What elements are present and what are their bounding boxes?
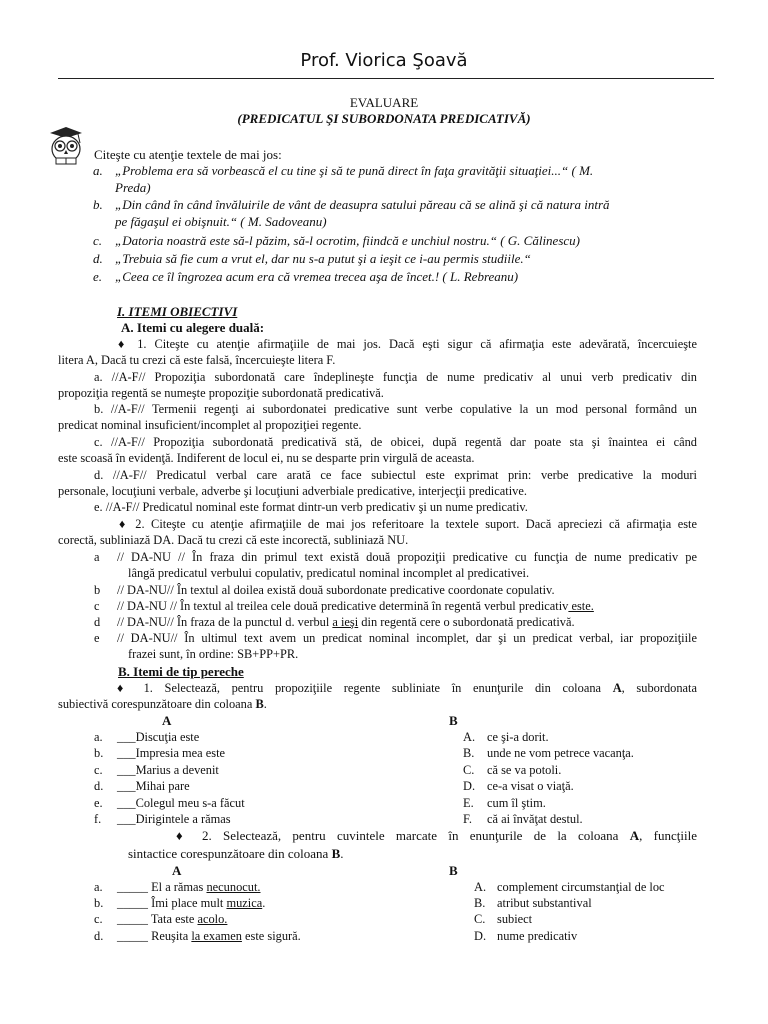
pairs2-instruction-line2: sintactice corespunzătoare din coloana B.: [128, 846, 344, 861]
pairs1-row-c-text[interactable]: ___Marius a devenit: [117, 763, 219, 777]
document-subtitle: (PREDICATUL ŞI SUBORDONATA PREDICATIVĂ): [237, 111, 531, 126]
underlined-verb: a ieşi: [332, 615, 359, 629]
dn-item-d-line1: // DA-NU// În fraza de la punctul d. verbul a ieşi din regentă cere o subordonată predicativă.: [117, 615, 575, 629]
pairs1-row-f-label: f.: [94, 812, 102, 826]
af-item-c-line2: este scoasă în evidenţă. Indiferent de locul ei, nu se desparte prin virgulă de aceasta.: [58, 451, 475, 465]
dn-item-d-label: d: [94, 615, 101, 629]
pairs1-option-b-text: unde ne vom petrece vacanţa.: [487, 746, 634, 760]
text-a-label: a.: [93, 163, 103, 178]
pairs1-row-e-text[interactable]: ___Colegul meu s-a făcut: [117, 796, 245, 810]
pairs1-instruction-line2: subiectivă corespunzătoare din coloana B.: [58, 697, 267, 711]
dn-item-e-line2: frazei sunt, în ordine: SB+PP+PR.: [128, 647, 299, 661]
author-header: Prof. Viorica Şoavă: [300, 50, 468, 71]
pairs2-option-d-text: nume predicativ: [497, 929, 578, 943]
text-b-line1: „Din când în când învăluirile de vânt de deasupra satului păreau că se alină şi că natura intră: [115, 197, 610, 212]
text-e-label: e.: [93, 269, 103, 284]
text-d-label: d.: [93, 251, 103, 266]
af-item-e-line1: e. //A-F// Predicatul nominal este format dintr-un verb predicativ şi un nume predicativ.: [94, 500, 528, 514]
dn-item-b-line1: // DA-NU// În textul al doilea există două subordonate predicative coordonate copulativ.: [117, 583, 555, 597]
document-title: EVALUARE: [349, 95, 419, 110]
pairs2-instruction-line1: ♦ 2. Selectează, pentru cuvintele marcate în enunţurile de la coloana A, funcţiile: [176, 828, 697, 843]
af-item-b-line1: b. //A-F// Termenii regenţi ai subordonatei predicative sunt verbe copulative la un mod personal formând un: [94, 402, 697, 416]
pairs1-row-f-text[interactable]: ___Dirigintele a rămas: [117, 812, 231, 826]
pairs1-option-d-label: D.: [463, 779, 476, 793]
text-c-line1: „Datoria noastră este să-l păzim, să-l ocrotim, fiindcă e unchiul nostru.“ ( G. Călinescu): [115, 233, 580, 248]
pairs2-option-b-text: atribut substantival: [497, 896, 592, 910]
text-b-label: b.: [93, 197, 103, 212]
header-divider: [58, 78, 714, 79]
pairs1-row-a-text[interactable]: ___Discuţia este: [117, 730, 200, 744]
dn-item-b-label: b: [94, 583, 101, 597]
pairs2-option-a-text: complement circumstanţial de loc: [497, 880, 665, 894]
pairs1-option-c-label: C.: [463, 763, 475, 777]
scholar-owl-icon: [44, 123, 88, 167]
pairs1-row-a-label: a.: [94, 730, 103, 744]
pairs2-row-b-label: b.: [94, 896, 104, 910]
item1-instruction-line2: litera A, Dacă tu crezi că este falsă, încercuieşte litera F.: [58, 353, 336, 367]
section-heading-objective: I. ITEMI OBIECTIVI: [117, 304, 238, 319]
text-e-line1: „Ceea ce îl îngrozea acum era că vremea trecea aşa de încet.! ( L. Rebreanu): [115, 269, 519, 284]
pairs1-row-b-text[interactable]: ___Impresia mea este: [117, 746, 226, 760]
item1-instruction-line1: ♦ 1. Citeşte cu atenţie afirmaţiile de mai jos. Dacă eşti sigur că afirmaţia este adevărată, încercuieşte: [118, 337, 697, 351]
pairs2-row-d-text[interactable]: _____ Reuşita la examen este sigură.: [117, 929, 301, 943]
pairs1-row-c-label: c.: [94, 763, 103, 777]
text-a-line2: Preda): [115, 180, 151, 195]
af-item-d-line1: d. //A-F// Predicatul verbal care arată ce face subiectul este exprimat prin: verbe predicative la moduri: [94, 468, 697, 482]
pairs2-row-b-text[interactable]: _____ Îmi place mult muzica.: [117, 896, 266, 910]
pairs1-option-e-text: cum îl ştim.: [487, 796, 546, 810]
pairs1-instruction-line1: ♦ 1. Selectează, pentru propoziţiile regente subliniate în enunţurile din coloana A, subordonata: [117, 681, 697, 695]
dn-item-c-line1: // DA-NU // În textul al treilea cele două predicative determină în regentă verbul predicativ este.: [117, 599, 594, 613]
subsection-heading-dual: A. Itemi cu alegere duală:: [121, 320, 265, 335]
pairs2-option-c-label: C.: [474, 912, 486, 926]
subsection-heading-pairs: B. Itemi de tip pereche: [118, 664, 244, 679]
pairs2-option-b-label: B.: [474, 896, 486, 910]
pairs2-row-c-label: c.: [94, 912, 103, 926]
pairs1-option-d-text: ce-a visat o viaţă.: [487, 779, 574, 793]
af-item-c-line1: c. //A-F// Propoziţia subordonată predicativă stă, de obicei, după regentă dar poate sta şi înaintea ei când: [94, 435, 697, 449]
pairs2-row-d-label: d.: [94, 929, 104, 943]
pairs2-row-a-text[interactable]: _____ El a rămas necunocut.: [117, 880, 261, 894]
intro-instruction: Citeşte cu atenţie textele de mai jos:: [94, 147, 282, 162]
dn-item-a-line2: lângă predicatul verbului copulativ, predicatul nominal incomplet al predicativei.: [128, 566, 530, 580]
pairs2-column-a-header: A: [172, 863, 182, 878]
af-item-a-line1: a. //A-F// Propoziţia subordonată care îndeplineşte funcţia de nume predicativ al unui verb predicativ din: [94, 370, 697, 384]
pairs2-column-b-header: B: [449, 863, 458, 878]
pairs1-option-c-text: că se va potoli.: [487, 763, 562, 777]
dn-item-a-line1: // DA-NU // În fraza din primul text există două propoziţii predicative cu funcţia de nume predicativ pe: [117, 550, 697, 564]
text-c-label: c.: [93, 233, 103, 248]
af-item-a-line2: propoziţia regentă se numeşte propoziţie subordonată predicativă.: [58, 386, 384, 400]
pairs1-column-a-header: A: [162, 713, 172, 728]
pairs1-row-d-text[interactable]: ___Mihai pare: [117, 779, 190, 793]
pairs2-option-c-text: subiect: [497, 912, 533, 926]
pairs2-row-a-label: a.: [94, 880, 103, 894]
pairs2-option-a-label: A.: [474, 880, 487, 894]
dn-item-c-label: c: [94, 599, 100, 613]
pairs1-option-a-text: ce şi-a dorit.: [487, 730, 549, 744]
dn-item-a-label: a: [94, 550, 100, 564]
pairs1-option-b-label: B.: [463, 746, 475, 760]
text-a-line1: „Problema era să vorbească el cu tine şi să te pună direct în faţa gravităţii situaţiei...“ ( M.: [115, 163, 594, 178]
text-b-line2: pe făgaşul ei obişnuit.“ ( M. Sadoveanu): [115, 214, 327, 229]
pairs1-option-f-text: că ai învăţat destul.: [487, 812, 583, 826]
pairs1-column-b-header: B: [449, 713, 458, 728]
pairs1-row-d-label: d.: [94, 779, 104, 793]
text-d-line1: „Trebuia să fie cum a vrut el, dar nu s-a putut şi a ieşit ce i-au permis studiile.“: [115, 251, 531, 266]
pairs2-row-c-text[interactable]: _____ Tata este acolo.: [117, 912, 228, 926]
item2-instruction-line2: corectă, subliniază DA. Dacă tu crezi că este incorectă, subliniază NU.: [58, 533, 409, 547]
af-item-b-line2: predicat nominal insuficient/incomplet al propoziţiei regente.: [58, 418, 362, 432]
pairs1-row-b-label: b.: [94, 746, 104, 760]
item2-instruction-line1: ♦ 2. Citeşte cu atenţie afirmaţiile de mai jos referitoare la textele suport. Dacă apreciezi că afirmaţia este: [119, 517, 697, 531]
pairs1-option-f-label: F.: [463, 812, 472, 826]
dn-item-e-line1: // DA-NU// În ultimul text avem un predicat nominal incomplet, dar şi un predicat verbal, iar propoziţiile: [117, 631, 697, 645]
pairs2-option-d-label: D.: [474, 929, 487, 943]
pairs1-option-e-label: E.: [463, 796, 474, 810]
dn-item-e-label: e: [94, 631, 100, 645]
pairs1-option-a-label: A.: [463, 730, 476, 744]
pairs1-row-e-label: e.: [94, 796, 103, 810]
underlined-verb: este.: [568, 599, 594, 613]
af-item-d-line2: personale, locuţiuni verbale, adverbe şi locuţiuni adverbiale predicative, interjecţii predicative.: [58, 484, 527, 498]
